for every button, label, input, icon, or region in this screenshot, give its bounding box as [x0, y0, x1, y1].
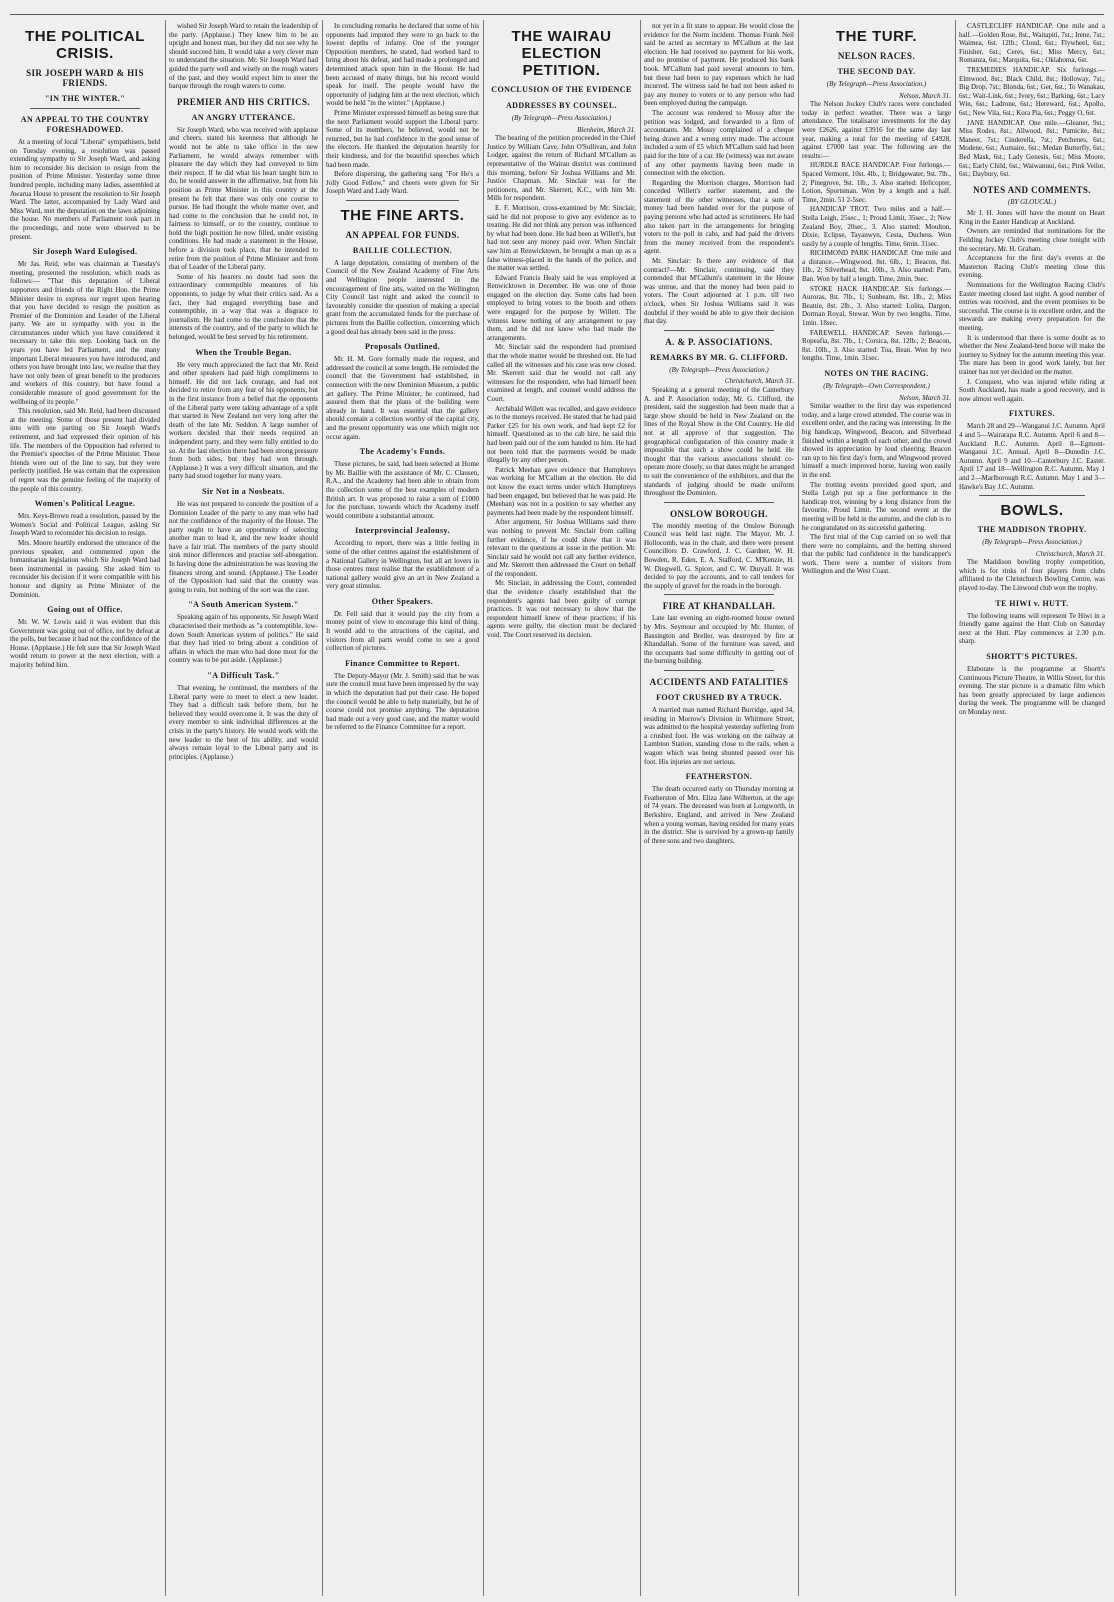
article-paragraph: The Nelson Jockey Club's races were concluded today in perfect weather. There was a large attendance. The totalisator investments for the day were £2626, against £3916 for the same day last year, making a total for the meeting of £4928, against £7000 last year. The following are the results:—	[802, 100, 951, 160]
headline-political-crisis: THE POLITICAL CRISIS.	[25, 28, 145, 62]
subhead-proposals: Proposals Outlined.	[364, 342, 441, 352]
article-paragraph: Mr Jas. Reid, who was chairman at Tuesday's meeting, presented the resolution, which reads as follows:— "That this deputation of Liberal supporters and friends of the Right Hon. the Prime Minister desire to express our regret upon hearing that you have decided to resign the position as Premier of the Dominion and Leader of the Liberal party. We are in sympathy with you in the circumstances under which you have considered it necessary to take this step. Looking back on the years you have led Parliament, and the many important Liberal measures you have introduced, and others you have brought into law, we realise that they have not only been of great benefit to the producers and workers of this country, but have found a considerable measure of good government for the wellbeing of its people."	[10, 260, 160, 406]
subhead-premier-critics: PREMIER AND HIS CRITICS.	[176, 96, 311, 107]
article-paragraph: A married man named Richard Burridge, aged 34, residing in Morrow's Division in Whitmore Street, was admitted to the hospital yesterday suffering from a crushed foot. He was working on the railway at Lambton Station, standing close to the rails, when a wagon which was being shunted passed over his foot. His injuries are not serious.	[644, 706, 794, 766]
page-masthead	[10, 0, 1104, 15]
article-paragraph: Mr. Sinclair said the respondent had promised that the whole matter would be threshed out. He had called all the witnesses and his case was now closed. Mr. Skerrett said that he would not call any witnesses for the respondent, who had himself been examined at length, and counsel would address the Court.	[487, 343, 636, 403]
article-paragraph: Mr. Sinclair: Is there any evidence of that contract?—Mr. Sinclair, continuing, said they contended that M'Callum's statement in the House was untrue, and that the money had been paid to voters. The Court adjourned at 1 p.m. till two o'clock, when Sir Joshua Williams said it was doubtful if they would be able to give their decision that day.	[644, 257, 794, 326]
article-paragraph: Similar weather to the first day was experienced today, and a large crowd attended. The course was in excellent order, and the racing was interesting. In the big handicap, Wingwood, Beacon, and Silverhead finished within a length of each other, and the crowd showed its appreciation by loud cheering. Beacon ran up to his first day's form, and Wingwood proved himself a much improved horse, having won easily in the end.	[802, 402, 951, 479]
article-paragraph: This resolution, said Mr. Reid, had been discussed at the meeting. Some of those present had divided into with one parting on Sir Joseph Ward's retirement, and had expressed their opinion of his life. The members of the Opposition had referred to the Premier's speeches of the Prime Minister. These friends were out of the line to say, but they were perfectly justified. He was certain that the expression of regret was the genuine feeling of the majority of the people of this country.	[10, 407, 160, 493]
byline: (By Telegraph—Press Association.)	[669, 365, 769, 374]
article-paragraph: Mr. H. M. Gore formally made the request, and addressed the council at some length. He reminded the council that the Government had established, in connection with the new Dominion Museum, a public art gallery. The Prime Minister, he continued, had assured them that the plans of the building were already in hand. It was essential that the gallery should contain a collection worthy of the capital city, and the present opportunity was one which might not occur again.	[326, 355, 479, 441]
subhead-trouble-began: When the Trouble Began.	[195, 347, 292, 357]
subhead-fixtures: FIXTURES.	[1008, 409, 1056, 419]
article-paragraph: Acceptances for the first day's events at the Masterton Racing Club's meeting close this evening.	[959, 254, 1105, 280]
byline: (By Telegraph—Press Association.)	[982, 538, 1082, 547]
article-paragraph: wished Sir Joseph Ward to retain the leadership of the party. (Applause.) They knew him to be an upright and honest man, but they did not see why he should succeed him. It would take a very clever man to understand the situation. Mr. Sir Joseph Ward had guided the party well and wisely on the rough waters of the past, and they would expect him to steer the barque through the rough waters to come.	[169, 22, 318, 91]
article-paragraph: These pictures, he said, had been selected at Home by Mr. Baillie with the assistance of Mr. C. Clausen, R.A., and the Academy had been able to obtain from the collection some of the best examples of modern British art. It was proposed to raise a sum of £1000 for the purchase, towards which the Academy itself would contribute a substantial amount.	[326, 460, 479, 520]
byline: (BY GLOUCAL.)	[1007, 197, 1057, 206]
column-rule	[483, 20, 484, 1596]
article-paragraph: Late last evening an eight-roomed house owned by Mrs. Seymour and occupied by Mr. Hunter, of Bassington and Breller, was destroyed by fire at Khandallah. Some of the furniture was saved, and the occupants had some difficulty in getting out of the burning building.	[644, 614, 794, 666]
article-paragraph: The account was rendered to Mossy after the petition was lodged, and forwarded to a firm of accountants. Mr. Mossy complained of a cheque being drawn and a wrong entry made. The account included a sum of £5 which M'Callum said had been paid for the hire of a car. He (witness) was not aware of any other payments having been made in connection with the election.	[644, 108, 794, 178]
byline: (By Telegraph—Press Association.)	[511, 114, 612, 122]
article-paragraph: The Maddison bowling trophy competition, which is for rinks of four players from clubs affiliated to the Christchurch Bowling Centre, was played to-day. The Linwood club won the trophy.	[959, 558, 1105, 593]
column-rule	[322, 20, 323, 1596]
article-paragraph: He very much appreciated the fact that Mr. Reid and other speakers had paid high compliments to himself. He did not lack courage, and had not decided to retire from any fear of his opponents, but in the first instance from a belief that the opponents of the Liberal party were taking advantage of a split that started in New Zealand not very long after the death of the late Mr. Seddon. A large number of workers decided that their needs required an independent party, and they were fully entitled to do so. At the last election there had been strong pressure from both sides, but they had won through. (Applause.) It was a very difficult situation, and the party had stood together for many years.	[169, 360, 318, 481]
subhead-notes-racing: NOTES ON THE RACING.	[824, 369, 929, 378]
article-paragraph: In concluding remarks he declared that some of his opponents had imputed they were to go back to the lowest depths of infamy. One of the younger Opposition members, he stated, had worked hard to bring about his defeat, and had made a prolonged and determined attack upon him in the House. He had been accused of many things, but his record would speak for itself. The people would have the opportunity of judging him at the next election, which would be held "in the winter." (Applause.)	[326, 22, 479, 108]
subhead-clifford: REMARKS BY MR. G. CLIFFORD.	[650, 352, 788, 362]
article-paragraph: Some of his hearers no doubt had seen the extraordinary contemptible measures of his opponents, to judge by what their critics said. As a fact, they had engaged everything base and contemptible, in a way that was a disgrace to journalism. He had come to the conclusion that the interests of the country, and of the party to which he belonged, would be best served by his retirement.	[169, 272, 318, 341]
dateline: Nelson, March 31.	[899, 393, 951, 402]
column-premier-critics	[169, 22, 318, 1594]
article-paragraph: The death occurred early on Thursday morning at Featherston of Mrs. Eliza Jane Wilberton, at the age of 74 years. The deceased was born at Longworth, in Berkshire, England, and arrived in New Zealand when a young woman, having resided for many years in the district. She is survived by a grown-up family of three sons and two daughters.	[644, 785, 794, 845]
race-result: STOKE HACK HANDICAP. Six furlongs.—Auroras, 8st. 7lb., 1; Sunbeam, 8st. 1lb., 2; Miss Beattie, 8st. 2lb., 3. Also started: Lolita, Dargon, Dorman Royal, Stewar. Won by two lengths. Time, 1min. 18sec.	[802, 284, 951, 328]
divider	[664, 670, 774, 671]
race-result: HANDICAP TROT. Two miles and a half.—Stella Leigh, 25sec., 1; Proud Limit, 35sec., 2; New Zealand Boy, 20sec., 3. Also started: Moulton, Dixie, Eclipse, Tayanwyn, Cesta, Duchess. Won easily by a couple of lengths. Time, 6min. 31sec.	[802, 205, 951, 248]
article-paragraph: Archibald Willett was recalled, and gave evidence as to the moneys received. He stated that he had paid Parker £25 for his own work, and had kept £2 for himself. Questioned as to the cab hire, he said this had been paid out of the sum handed to him. He had not been told that the payments would be made illegally by any other person.	[487, 404, 636, 465]
headline-turf: THE TURF.	[835, 28, 918, 45]
race-entries: TREMEDIES HANDICAP. Six furlongs.—Elmwood, 8st.; Black Child, 8st.; Holloway, 7st.; Big Drop, 7st.; Blonda, 6st.; Ger, 6st.; To Wanakau, 6st.; Wait-Link, 6st.; Ivory, 6st.; Barking, 6st.; Lacy Win, 6st.; Ladrone, 6st.; Hereward, 6st.; Apollo, 6st.; New Vila, 6st.; Kora Pia, 6st.; Peggy O, 6st.	[959, 65, 1105, 117]
headline-ap-associations: A. & P. ASSOCIATIONS.	[665, 336, 773, 347]
subhead-appeal-country: AN APPEAL TO THE COUNTRY FORESHADOWED.	[20, 115, 150, 134]
column-wairau-petition	[487, 22, 636, 1594]
race-result: HURDLE RACE HANDICAP. Four furlongs.—Spaced Vermont, 10st. 4lb., 1; Bridgewater, 9st. 7lb., 2; Pinegrove, 9st. 1lb., 3. Also started: Helicopter, Lotion, Sportsman. Won by a length and a half. Time, 2min. 51 2-5sec.	[802, 161, 951, 204]
column-rule	[640, 20, 641, 1596]
article-paragraph: Dr. Fell said that it would pay the city from a money point of view to encourage this kind of thing. It would add to the attractions of the capital, and visitors from all parts would come to see a good collection of pictures.	[326, 609, 479, 653]
subhead-academy-funds: The Academy's Funds.	[359, 447, 446, 457]
subhead-shortts-pictures: SHORTT'S PICTURES.	[986, 652, 1078, 662]
subhead-ward-friends: SIR JOSEPH WARD & HIS FRIENDS.	[26, 68, 144, 88]
byline: (By Telegraph—Press Association.)	[826, 80, 927, 88]
race-entries: JANE HANDICAP. One mile.—Gleaner, 9st.; Miss Rodes, 8st.; Allwood, 8st.; Pumicite, 8st.; Maneer, 7st.; Cinderella, 7st.; Petchenes, 6st.; Modene, 6st.; Aumaire, 6st.; Medan Butterfly, 6st.; Bed Mask, 6st.; Lady Genesis, 6st.; Miss Moore, 6st.; Early Child, 6st.; Waiwanuui, 6st.; Pink Veilot, 6st.; Daybury, 6st.	[959, 118, 1105, 179]
subhead-going-out: Going out of Office.	[47, 605, 123, 615]
article-paragraph: Edward Francis Healy said he was employed at Renwicktown in December. He was one of those engaged on the election day. Some cabs had been employed to bring voters to the booth and others were engaged for the purpose by Willett. The witness knew nothing of any arrangement to pay them, and he did not know who had made the arrangements.	[487, 273, 636, 342]
subhead-not-nosbeats: Sir Not in a Nosbeats.	[202, 486, 285, 496]
dateline: Christchurch, March 31.	[724, 377, 794, 386]
dateline: Christchurch, March 31.	[1035, 549, 1105, 558]
article-paragraph: The first trial of the Cup carried on so well that there were no complaints, and the betting showed that the public had confidence in the handicapper's work. There were a number of visitors from Wellington and the West Coast.	[802, 533, 951, 576]
article-paragraph: The Deputy-Mayor (Mr. J. Smith) said that he was sure the council must have been impressed by the way in which the deputation had put their case. He hoped the council would be able to help materially, but he of course could not promise anything. The deputation had made out a very good case, and the matter would be referred to the Finance Committee for a report.	[326, 671, 479, 732]
article-paragraph: According to report, there was a little feeling in some of the other centres against the establishment of a National Gallery in Wellington, but all art lovers in those centres must realise that the establishment of a national gallery would give an art in New Zealand a very great stimulus.	[326, 539, 479, 591]
article-paragraph: The monthly meeting of the Onslow Borough Council was held last night. The Mayor, Mr. J. Hollocomb, was in the chair, and there were present Councillors D. Crawford, J. C. Gardner, W. H. Bowden, R. Eden, E. A. Stafford, C. M'Kenzie, H. W. Diegwell, G. Spicer, and C. W. Duryall. It was decided to pay the accounts, and to call tenders for the supply of gravel for the roads in the borough.	[644, 521, 794, 590]
column-political-crisis	[10, 22, 160, 1594]
headline-accidents: ACCIDENTS AND FATALITIES	[649, 677, 789, 687]
article-paragraph: E. F. Morrison, cross-examined by Mr. Sinclair, said he did not propose to give any evidence as to treating. He did not think any person was influenced by what had been done. He had been at Willett's, but had not seen any money paid over. When Sinclair saw him at Renwicktown, he brought a man up as a false witness-placed in the hands of the police, and the matter was settled.	[487, 203, 636, 273]
article-paragraph: Elaborate is the programme at Shortt's Continuous Picture Theatre, in Willis Street, for this evening. The star picture is a dramatic film which has been greatly appreciated by large audiences during the week. The programme will be changed on Monday next.	[959, 665, 1105, 716]
article-paragraph: The hearing of the petition proceeded in the Chief Justice by William Cave, John O'Sullivan, and John Lodger, against the return of Richard M'Callum as representative of the Wairau district was continued this morning, before Sir Joshua Williams and Mr. Justice Chapman. Mr. Sinclair was for the petitioners, and Mr. Skerrett, K.C., with him Mr. Mills for respondent.	[487, 134, 636, 203]
article-paragraph: It is understood that there is some doubt as to whether the New Zealand-bred horse will make the journey to Sydney for the autumn meeting this year. The mare has been in good work lately, but her trainer has not yet decided on the matter.	[959, 333, 1105, 376]
divider	[979, 495, 1085, 496]
subhead-appeal-funds: AN APPEAL FOR FUNDS.	[345, 229, 460, 240]
subhead-conclusion: CONCLUSION OF THE EVIDENCE	[491, 85, 632, 94]
divider	[664, 330, 774, 331]
subhead-foot-crushed: FOOT CRUSHED BY A TRUCK.	[656, 693, 782, 702]
article-paragraph: Mr J. H. Jones will have the mount on Heart King in the Easter Handicap at Auckland.	[959, 209, 1105, 226]
article-paragraph: Speaking again of his opponents, Sir Joseph Ward characterised their methods as "a contemptible, low-down South American system of politics." He said that they had tried to bring about a condition of affairs in which the man who had done most for the country was to be put aside. (Applause.)	[169, 613, 318, 665]
article-paragraph: The following teams will represent Te Hiwi in a friendly game against the Hutt Club on Saturday next at the Hutt. Play commences at 2.30 p.m. sharp.	[959, 611, 1105, 646]
article-paragraph: Regarding the Morrison charges, Morrison had conceded Willett's earlier statement, and the statement of the other witnesses, that a sum of money had been handed over for the purpose of paying persons who had acted as scrutineers. He had also taken part in the arrangements for bringing voters to the poll in cabs, and had paid the drivers from the money received from the respondent's agent.	[644, 178, 794, 256]
subhead-finance-committee: Finance Committee to Report.	[345, 658, 460, 668]
subhead-maddison: THE MADDISON TROPHY.	[977, 525, 1087, 535]
column-rule	[955, 20, 956, 1596]
divider	[664, 594, 774, 595]
subhead-featherston: FEATHERSTON.	[685, 772, 753, 782]
article-paragraph: A large deputation, consisting of members of the Council of the New Zealand Academy of Fine Arts and Wellington people interested in the encouragement of fine arts, waited on the Wellington City Council last night and asked the council to favourably consider the question of making a special grant from the accumulated funds for the purchase of pictures from the Baillie collection, concerning which a good deal has already been said in the press.	[326, 258, 479, 336]
article-paragraph: Prime Minister expressed himself as being sure that the next Parliament would support the Liberal party. Some of its members, he believed, would not be returned, but he had confidence in the good sense of the electors. He thanked the deputation heartily for their kindness, and for the beautiful speeches which had been made.	[326, 108, 479, 169]
subhead-addresses: ADDRESSES BY COUNSEL.	[505, 101, 618, 110]
subhead-angry-utterance: AN ANGRY UTTERANCE.	[191, 112, 296, 122]
subhead-nelson-races: NELSON RACES.	[837, 51, 916, 61]
article-paragraph: That evening, he continued, the members of the Liberal party were to meet to elect a new leader. They had a difficult task before them, but he believed they would overcome it. It was the duty of every member to sink individual differences at the crisis in the party's history. He would work with the new leader to the best of his ability, and would always remain loyal to the Liberal party and its principles. (Applause.)	[169, 684, 318, 761]
article-paragraph: Sir Joseph Ward, who was received with applause and cheers, stated his keenness that although he would not be able to take office in the new Parliament, he would always remember with pleasure the day which they had conveyed to him their respect. If he did what his heart taught him to do, he would answer in the affirmative, but from his position as Prime Minister in this country at the present he felt that there was only one course to pursue. He had thought the whole matter over, and had come to the conclusion that he could not, in fairness to himself, or to the country, continue to hold the high position he now filled, under existing conditions. He had made a statement in the House, before a division took place, that he intended to retire from the position of Prime Minister and from that of Leader of the Liberal party.	[169, 125, 318, 272]
article-paragraph: Owners are reminded that nominations for the Feilding Jockey Club's meeting close tonight with the secretary, Mr. H. Graham.	[959, 227, 1105, 253]
byline: (By Telegraph—Own Correspondent.)	[823, 382, 930, 390]
article-paragraph: Nominations for the Wellington Racing Club's Easter meeting closed last night. A good number of entries was received, and the event promises to be successful. The course is in excellent order, and the stewards are making every preparation for the meeting.	[959, 281, 1105, 332]
column-rule	[165, 20, 166, 1596]
article-paragraph: J. Conquest, who was injured while riding at South Auckland, has made a good recovery, and is now almost well again.	[959, 377, 1105, 403]
subhead-eulogised: Sir Joseph Ward Eulogised.	[32, 247, 138, 257]
subhead-second-day: THE SECOND DAY.	[837, 67, 916, 76]
subhead-difficult-task: "A Difficult Task."	[207, 671, 280, 680]
article-paragraph: Mrs. Moore heartily endorsed the utterance of the previous speaker, and commented upon the humanitarian legislation which Sir Joseph Ward had been instrumental in passing. She asked him to reconsider his decision if it were compatible with his honour and dignity as Prime Minister of the Dominion.	[10, 538, 160, 599]
fixtures-list: March 28 and 29—Wanganui J.C. Autumn. April 4 and 5—Wairarapa R.C. Autumn. April 6 and 8—Auckland R.C. Autumn. April 8—Egmont-Wanganui J.C. Annual. April 8—Dunedin J.C. Autumn. April 9 and 10—Canterbury J.C. Easter. April 17 and 18—Wellington R.C. Autumn. May 1 and 2—Marlborough R.C. Autumn. May 1 and 3—Hawke's Bay J.C. Autumn.	[959, 422, 1105, 491]
column-notes-bowls	[959, 22, 1105, 1594]
race-result: RICHMOND PARK HANDICAP. One mile and a distance.—Wingwood, 8st. 6lb., 1; Beacon, 8st. 1lb., 2; Silverhead, 8st. 10lb., 3. Also started: Pam, Ban. Won by half a length. Time, 2min. 9sec.	[802, 249, 951, 284]
article-paragraph: After argument, Sir Joshua Williams said there was nothing to prevent Mr. Sinclair from calling further evidence, if he could show that it was relevant to the questions at issue in the petition. Mr. Sinclair said he would not call any further evidence, and Mr. Skerrett then addressed the Court on behalf of the respondent.	[487, 518, 636, 578]
headline-fire: FIRE AT KHANDALLAH.	[662, 601, 776, 612]
article-paragraph: not yet in a fit state to appear. He would close the evidence for the Norm incident. Thomas Frank Neil said he acted as secretary to M'Callum at the last election. He had received no payment for his work, and no promise of payment. He produced his bank book. M'Callum had paid several amounts to him, but these had been to pay expenses which he had incurred. The witness said he had not been asked to pay any money to voters or to any person who had been employed during the campaign.	[644, 22, 794, 108]
column-associations	[644, 22, 794, 1594]
divider	[30, 108, 140, 109]
subhead-in-winter: "IN THE WINTER."	[44, 94, 126, 103]
subhead-interprovincial: Interprovincial Jealousy.	[355, 526, 450, 536]
divider	[346, 200, 459, 201]
column-rule	[798, 20, 799, 1596]
headline-bowls: BOWLS.	[1000, 502, 1064, 520]
race-entries: CASTLECLIFF HANDICAP. One mile and a half.—Golden Rose, 8st., Waitapiti, 7st.; Irene, 7st.; Waimea, 6st. 12lb.; Cloud, 6st.; Flywheel, 6st.; Finisher, 6st.; Ceres, 6st.; Miss Mercy, 6st.; Romanza, 6st.; Marquita, 6st.; Oklahoma, 6st.	[959, 22, 1105, 65]
article-paragraph: Mr. W. W. Lewis said it was evident that this Government was going out of office, not by defeat at the polls, but because it had not the confidence of the House. (Applause.) He felt sure that Sir Joseph Ward would return to power at the next election, with a majority behind him.	[10, 618, 160, 670]
article-paragraph: Mr. Sinclair, in addressing the Court, contended that the evidence clearly established that the respondent's agents had been guilty of corrupt practices. It was not necessary to show that the respondent himself knew of these practices; if his agents were guilty, the election must be declared void. The Court reserved its decision.	[487, 579, 636, 640]
subhead-tehiwi: TE HIWI v. HUTT.	[995, 598, 1069, 608]
article-paragraph: Before dispersing, the gathering sang "For He's a Jolly Good Fellow," and cheers were given for Sir Joseph Ward and Lady Ward.	[326, 170, 479, 196]
article-paragraph: The trotting events provided good sport, and Stella Leigh put up a fine performance in the handicap trot, winning by a long distance from the favourite, Proud Limit. The second event at the meeting will be held in the autumn, and the club is to be congratulated on its successful gathering.	[802, 480, 951, 532]
column-turf	[802, 22, 951, 1594]
headline-onslow: ONSLOW BOROUGH.	[670, 508, 768, 519]
article-paragraph: He was not prepared to concede the position of a Dominion Leader of the party to any man who had not the confidence of the majority of the House. The party ought to have an opportunity of selecting another man to lead it, and the new leader should have a fair trial. The members of the party should sink minor differences and practise self-abnegation. In having done the administration he was leaving the finances strong and sound. (Applause.) The Leader of the Opposition had said that the country was going to ruin, but nothing of the sort was the case.	[169, 499, 318, 594]
subhead-womens-league: Women's Political League.	[34, 499, 136, 509]
dateline: Blenheim, March 31.	[577, 125, 636, 134]
subhead-other-speakers: Other Speakers.	[371, 596, 434, 606]
column-fine-arts	[326, 22, 479, 1594]
dateline: Nelson, March 31.	[899, 91, 951, 100]
headline-notes-comments: NOTES AND COMMENTS.	[973, 184, 1091, 195]
article-paragraph: Patrick Meehan gave evidence that Humphreys was working for M'Callum at the election. He did not know the exact terms under which Humphreys had been engaged, but believed that he was paid. He (Meehan) was not in a position to say whether any payments had been made by the respondent himself.	[487, 465, 636, 517]
article-paragraph: Speaking at a general meeting of the Canterbury A. and P. Association today, Mr. G. Clifford, the president, said the suggestion had been made that a large show should be held in New Zealand on the lines of the Royal Show in the Old Country. He did not at all approve of that suggestion. The geographical configuration of this country made it impossible that such a show could be held. He thought that the various associations should co-operate more closely, so that dates might be arranged to suit the convenience of the exhibitors, and that the standards of judging should be made uniform throughout the Dominion.	[644, 385, 794, 498]
race-result: FAREWELL HANDICAP. Seven furlongs.—Ropeafia, 8st. 7lb., 1; Corsica, 8st. 12lb., 2; Beacon, 8st. 10lb., 3. Also started: Toa, Bean. Won by two lengths. Time, 1min. 31sec.	[802, 328, 951, 363]
article-paragraph: At a meeting of local "Liberal" sympathisers, held on Tuesday evening, a resolution was passed extending sympathy to Sir Joseph Ward, and asking him to reconsider his decision to resign from the position of Prime Minister. Yesterday some three hundred people, including many ladies, assembled at Awarua House to present the resolution to Sir Joseph Ward. The latter, accompanied by Lady Ward and Miss Ward, met the deputation on the lawn adjoining the house. No members of Parliament took part in the proceedings, and none were observed to be present.	[10, 138, 160, 241]
subhead-baillie: BAILLIE COLLECTION.	[352, 245, 453, 255]
divider	[664, 502, 774, 503]
headline-fine-arts: THE FINE ARTS.	[340, 206, 465, 224]
subhead-south-american: "A South American System."	[188, 600, 299, 610]
headline-wairau-petition: THE WAIRAU ELECTION PETITION.	[511, 28, 612, 79]
article-paragraph: Mrs. Keys-Brown read a resolution, passed by the Women's Social and Political League, asking Sir Joseph Ward to reconsider his decision to resign.	[10, 512, 160, 538]
